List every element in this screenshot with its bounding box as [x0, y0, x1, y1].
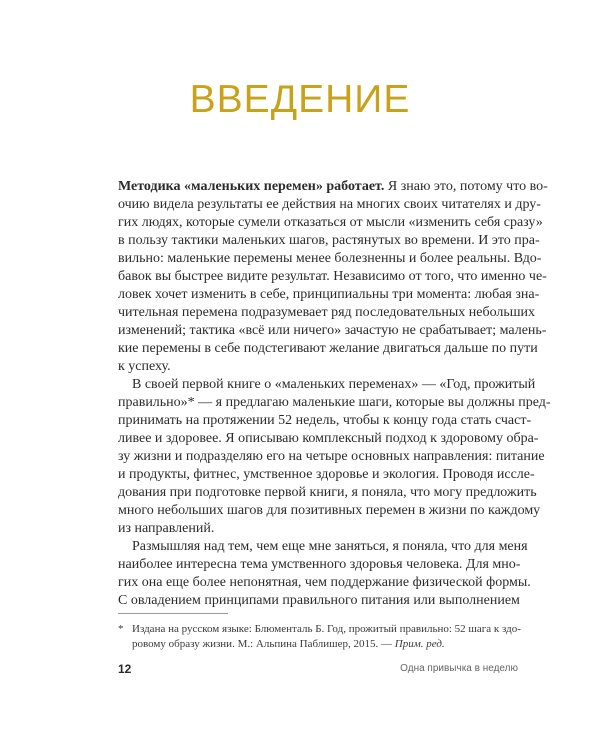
text-line: много небольших шагов для позитивных перемен в жизни по каждому — [118, 503, 541, 518]
text-line: чительная перемена подразумевает ряд последовательных небольших — [118, 305, 536, 320]
footnote-line — [118, 622, 521, 637]
page-number: 12 — [118, 662, 132, 676]
text-line: кие перемены в себе подстегивают желание двигаться дальше по пути — [118, 341, 538, 356]
body-text — [118, 178, 551, 610]
footnote-mark: * — [118, 623, 124, 635]
text-line: дования при подготовке первой книги, я поняла, что могу предложить — [118, 485, 537, 500]
footnote-text: ровому образу жизни. М.: Альпина Паблишер, 2015. — — [132, 638, 393, 650]
text-line — [118, 178, 548, 196]
text-line: гих она еще более непонятная, чем поддержание физической формы. — [118, 575, 531, 590]
text-line: и продукты, фитнес, умственное здоровье и экология. Проводя иссле- — [118, 467, 535, 482]
text-line: ловек хочет изменить в себе, принципиальны три момента: любая зна- — [118, 287, 540, 302]
footnote-line — [118, 637, 518, 652]
text-line: ливее и здоровее. Я описываю комплексный подход к здоровому обра- — [118, 431, 539, 446]
text-line: Размышляя над тем, чем еще мне заняться, я поняла, что для меня — [132, 539, 528, 554]
text-line: наиболее интересна тема умственного здоровья человека. Для мно- — [118, 557, 521, 572]
text-line: В своей первой книге о «маленьких переменах» — «Год, прожитый — [132, 377, 536, 392]
text-line: принимать на протяжении 52 недель, чтобы к концу года стать счаст- — [118, 413, 532, 428]
text-line: гих людях, которые сумели отказаться от мысли «изменить себя сразу» — [118, 215, 543, 230]
bold-lead-phrase: Методика «маленьких перемен» работает. — [118, 179, 385, 194]
text-line: изменений; тактика «всё или ничего» зачастую не срабатывает; малень- — [118, 323, 547, 338]
running-footer-title: Одна привычка в неделю — [400, 663, 518, 674]
text-line: из направлений. — [118, 521, 215, 536]
text-line: очию видела результаты ее действия на многих своих читателях и дру- — [118, 197, 541, 212]
text-line: к успеху. — [118, 359, 171, 374]
text-line: вильно: маленькие перемены менее болезненны и более реальны. Вдо- — [118, 251, 542, 266]
editor-note: Прим. ред. — [394, 638, 445, 650]
text-line: правильно»* — я предлагаю маленькие шаги, которые вы должны пред- — [118, 395, 551, 410]
text-line: С овладением принципами правильного питания или выполнением — [118, 593, 520, 608]
footnote — [118, 622, 521, 652]
footnote-divider — [118, 613, 228, 614]
line-rest: Я знаю это, потому что во- — [384, 179, 548, 194]
text-line: зу жизни и подразделяю его на четыре основных направления: питание — [118, 449, 545, 464]
text-line: в пользу тактики маленьких шагов, растянутых во времени. И это пра- — [118, 233, 540, 248]
text-line: бавок вы быстрее видите результат. Независимо от того, что именно че- — [118, 269, 547, 284]
chapter-title: ВВЕДЕНИЕ — [189, 78, 411, 121]
footnote-text: Издана на русском языке: Блюменталь Б. Год, прожитый правильно: 52 шага к здо- — [132, 623, 521, 635]
